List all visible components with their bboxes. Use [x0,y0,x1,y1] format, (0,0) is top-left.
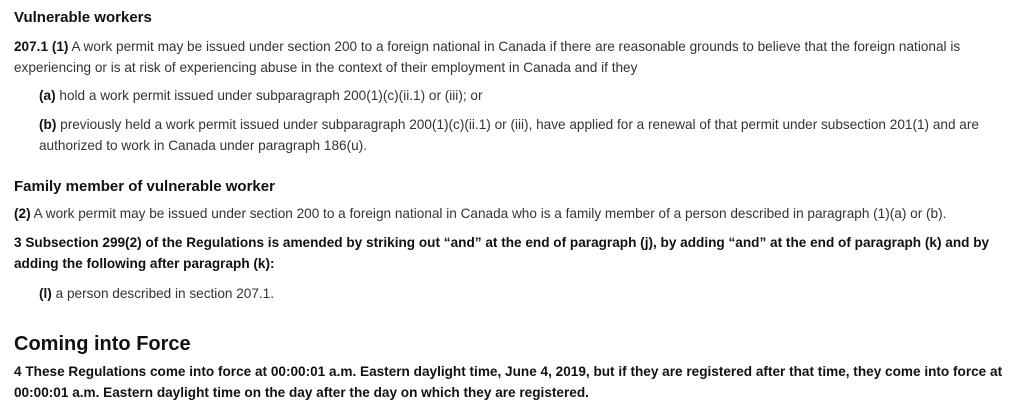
paragraph-text: A work permit may be issued under section 200 to a foreign national in Canada who is a family member of a person described in paragraph (1)(a) or (b). [33,206,947,221]
heading-family-member: Family member of vulnerable worker [14,178,275,195]
amendment-paragraph-3: 3 Subsection 299(2) of the Regulations is amended by striking out “and” at the end of paragraph (j), by adding “and” at the end of paragraph (k) and by adding the following after paragraph (k): [14,235,990,271]
paragraph-207-1 [14,37,1014,78]
paragraph-label: (a) [39,88,56,103]
paragraph-a [14,86,1024,107]
heading-vulnerable-workers: Vulnerable workers [14,9,152,26]
paragraph-text: hold a work permit issued under subparagraph 200(1)(c)(ii.1) or (iii); or [59,88,483,103]
paragraph-2 [14,204,1014,225]
paragraph-text: A work permit may be issued under section 200 to a foreign national in Canada if there are reasonable grounds to believe that the foreign national is experiencing or is at risk of experiencing abuse in the context of their employment in Canada and if they [14,39,961,75]
subsection-number: (1) [51,39,69,54]
paragraph-b [14,115,1024,156]
paragraph-label: (b) [39,117,57,132]
coming-into-force-paragraph-4: 4 These Regulations come into force at 00:00:01 a.m. Eastern daylight time, June 4, 2019, but if they are registered after that time, they come into force at 00:00:01 a.m. Eastern daylight time on the day after the day on which they are registered. [14,364,1003,400]
paragraph-label: (l) [39,286,52,301]
paragraph-text: a person described in section 207.1. [55,286,275,301]
paragraph-l [14,284,1024,305]
heading-coming-into-force: Coming into Force [14,333,191,355]
paragraph-text: previously held a work permit issued under subparagraph 200(1)(c)(ii.1) or (iii), have applied for a renewal of that permit under subsection 201(1) and are authorized to work in Canada under paragraph 186(u). [39,117,979,153]
section-number: 207.1 [14,39,49,54]
paragraph-label: (2) [14,206,31,221]
